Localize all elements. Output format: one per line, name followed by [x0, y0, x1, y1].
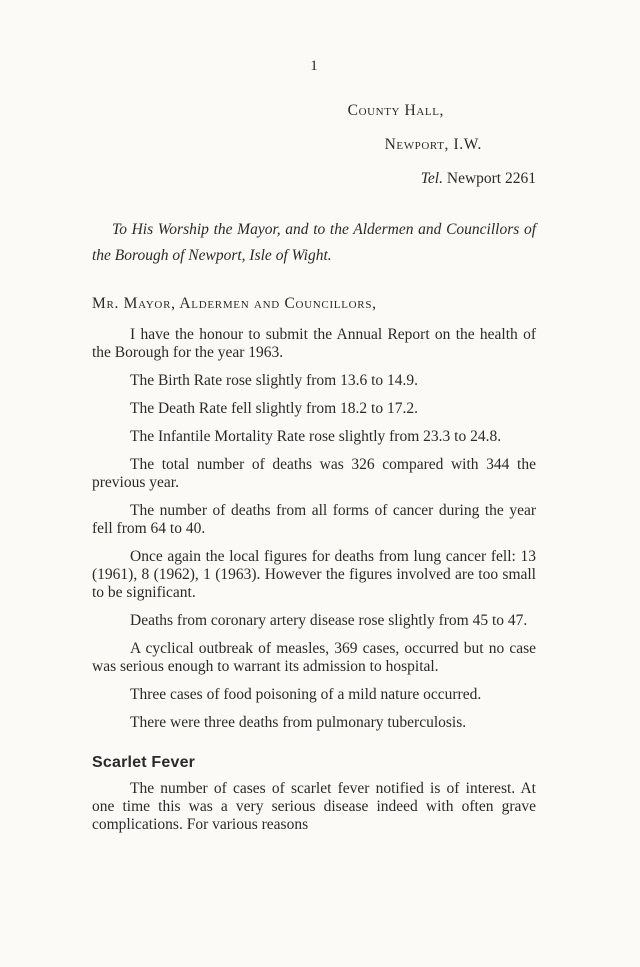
paragraph: Three cases of food poisoning of a mild nature occurred.: [130, 686, 482, 703]
paragraph: Deaths from coronary artery disease rose slightly from 45 to 47.: [130, 612, 528, 629]
salutation: Mr. Mayor, Aldermen and Councillors,: [92, 295, 377, 312]
address-line-2: [92, 135, 536, 155]
paragraph: There were three deaths from pulmonary tuberculosis.: [130, 714, 467, 731]
paragraph: The Death Rate fell slightly from 18.2 to 17.2.: [130, 400, 418, 417]
paragraph: A cyclical outbreak of measles, 369 cases, occurred but no case was serious enough to warrant its admission to hospital.: [92, 640, 536, 675]
dedication: To His Worship the Mayor, and to the Aldermen and Councillors of the Borough of Newport, Isle of Wight.: [92, 221, 536, 264]
paragraph: The total number of deaths was 326 compared with 344 the previous year.: [92, 456, 536, 491]
paragraph: I have the honour to submit the Annual Report on the health of the Borough for the year 1963.: [92, 326, 536, 361]
section-paragraph: The number of cases of scarlet fever notified is of interest. At one time this was a very serious disease indeed with often grave complications. For various reasons: [92, 780, 536, 833]
address-line-1: [92, 101, 536, 121]
address-line-1-text: County Hall,: [347, 102, 444, 119]
paragraph: The number of deaths from all forms of cancer during the year fell from 64 to 40.: [92, 502, 536, 537]
telephone-label: Tel.: [420, 170, 443, 187]
telephone-line: [92, 169, 536, 189]
paragraph: The Infantile Mortality Rate rose slightly from 23.3 to 24.8.: [130, 428, 502, 445]
report-page: [92, 58, 536, 844]
telephone-value: Newport 2261: [446, 170, 536, 187]
page-number: 1: [310, 58, 318, 74]
paragraph: The Birth Rate rose slightly from 13.6 to 14.9.: [130, 372, 419, 389]
section-heading: Scarlet Fever: [92, 754, 196, 771]
paragraph: Once again the local figures for deaths from lung cancer fell: 13 (1961), 8 (1962), 1 (1963). However the figures involved are too small to be significant.: [92, 548, 536, 601]
address-line-2-text: Newport, I.W.: [384, 136, 482, 153]
